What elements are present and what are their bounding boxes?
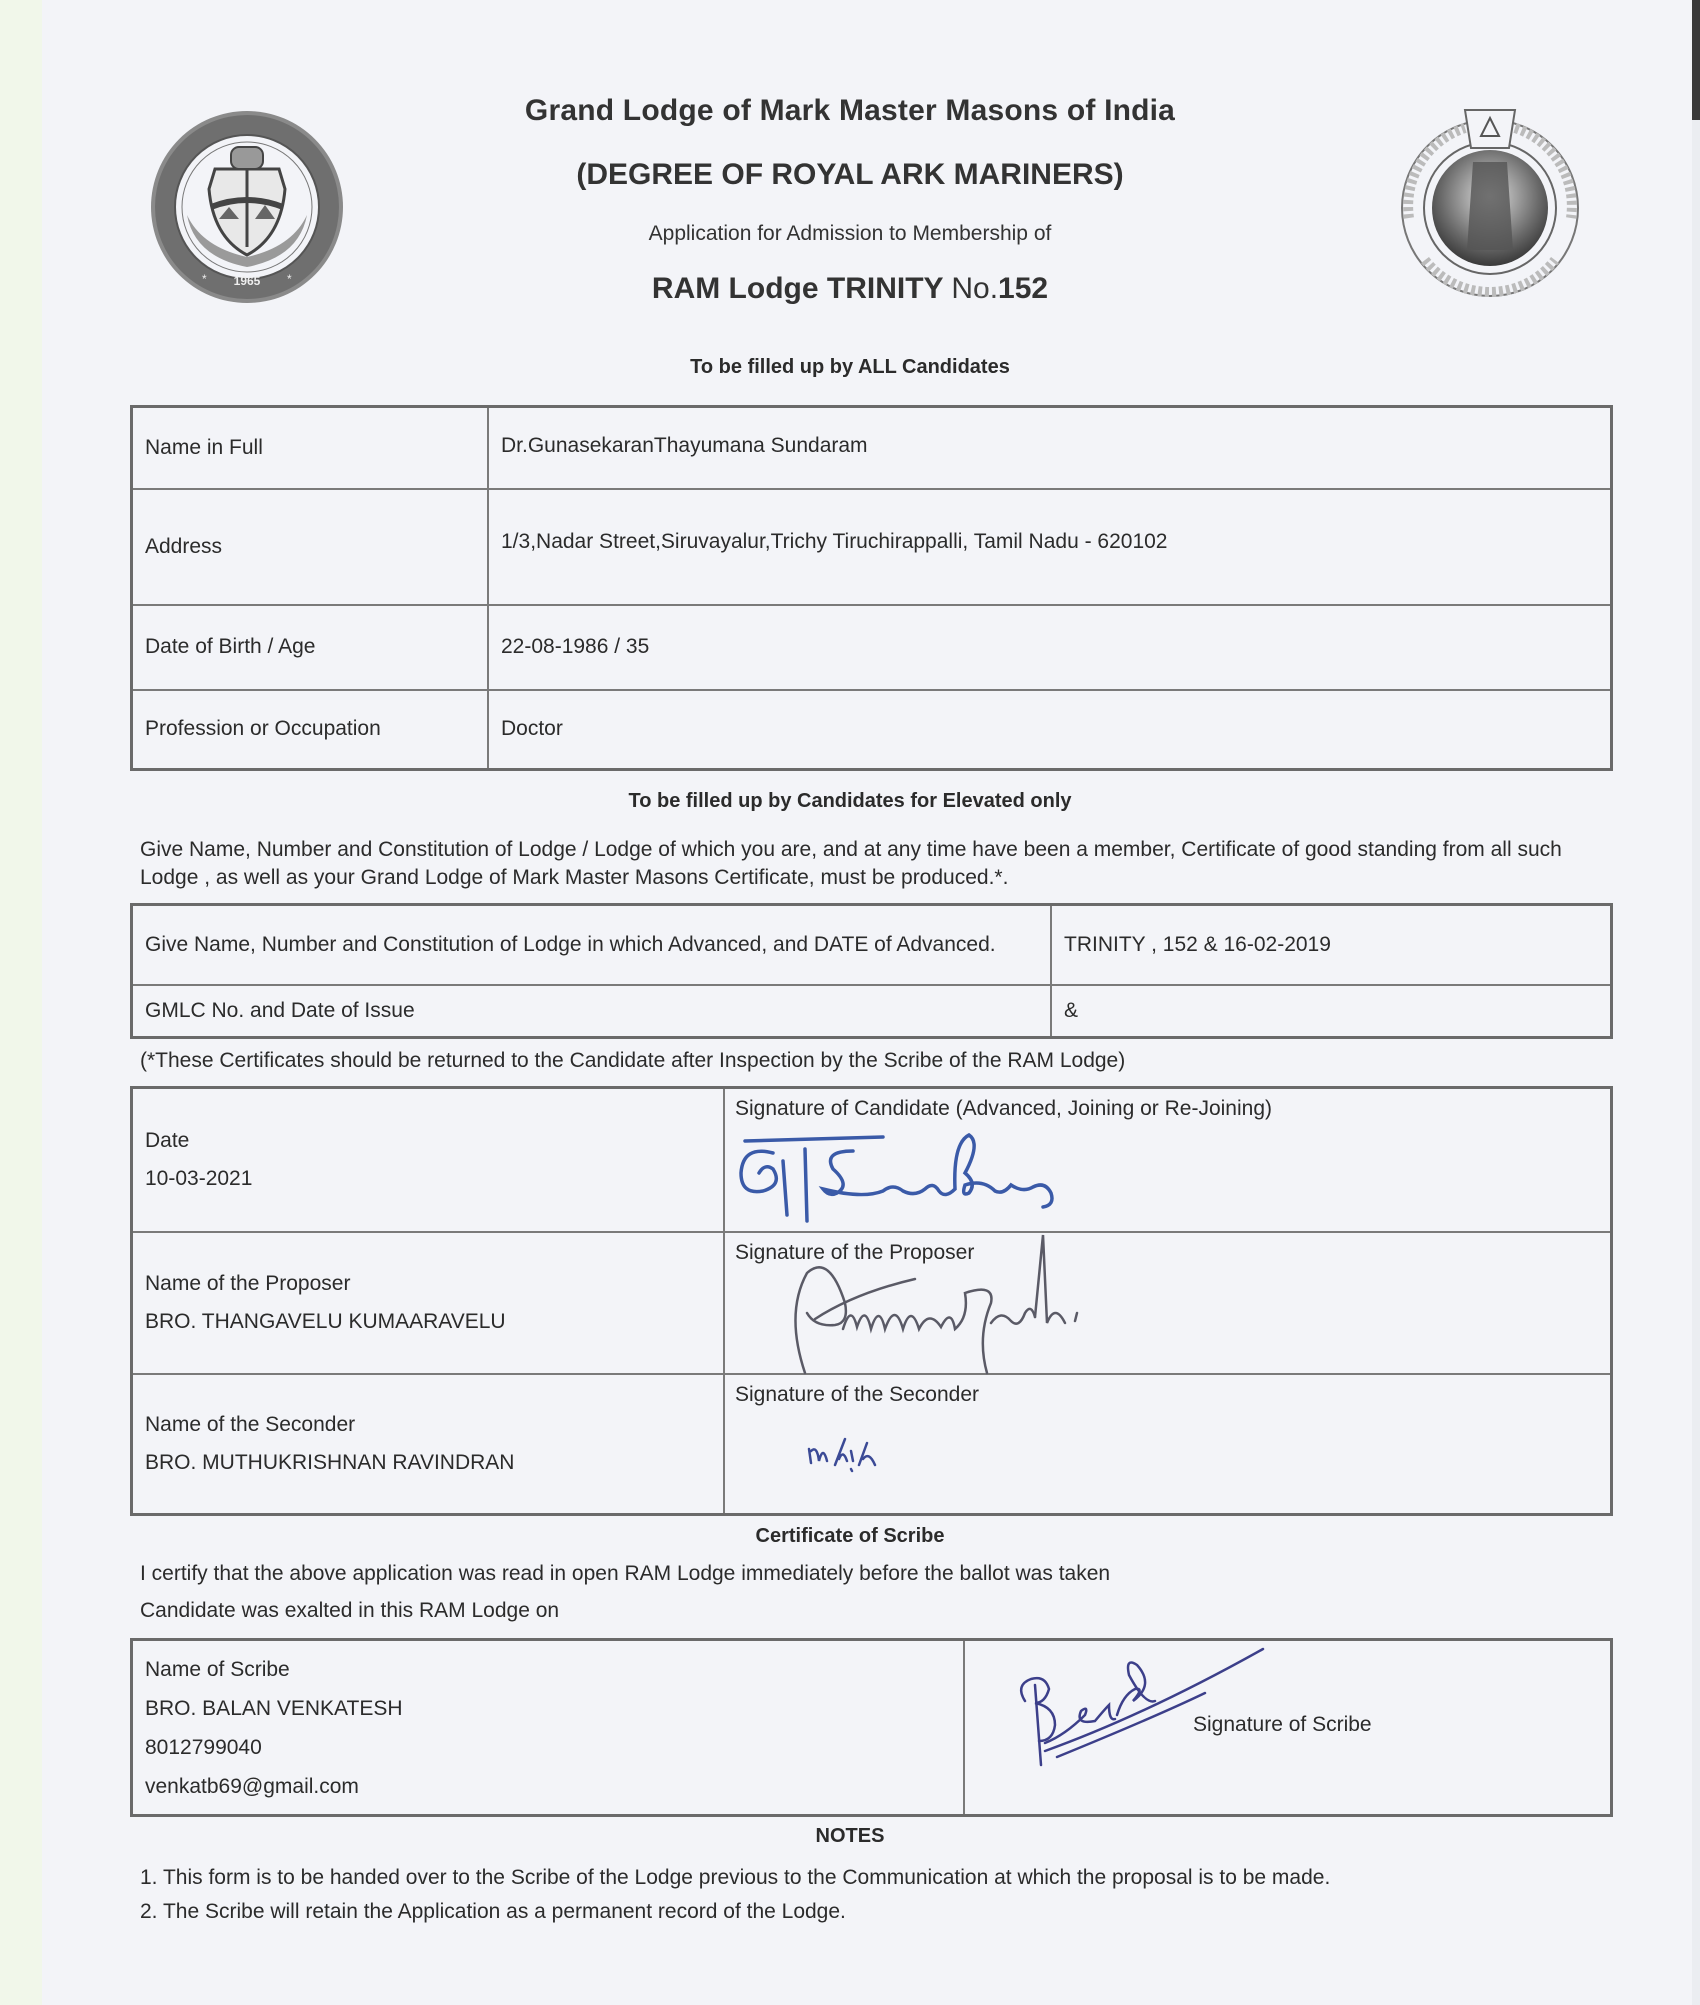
svg-text:1965: 1965 xyxy=(233,274,261,288)
signature-label: Signature of Candidate (Advanced, Joining or Re-Joining) xyxy=(735,1097,1272,1120)
certificate-footnote: (*These Certificates should be returned to the Candidate after Inspection by the Scribe of the RAM Lodge) xyxy=(140,1049,1126,1072)
date-cell xyxy=(132,1088,725,1232)
advanced-lodge-field[interactable]: TRINITY , 152 & 16-02-2019 xyxy=(1051,905,1612,985)
note-item: 1. This form is to be handed over to the Scribe of the Lodge previous to the Communication at which the proposal is to be made. xyxy=(140,1866,1331,1889)
table-row xyxy=(132,605,1612,690)
table-row xyxy=(132,1088,1612,1232)
regional-grand-mark-lodge-seal-icon xyxy=(1395,100,1585,300)
table-row xyxy=(132,905,1612,985)
lodge-no-label: No. xyxy=(951,272,999,305)
seconder-cell xyxy=(132,1374,725,1515)
dob-age-field[interactable]: 22-08-1986 / 35 xyxy=(488,605,1612,690)
scribe-name: BRO. BALAN VENKATESH xyxy=(145,1696,403,1720)
table-row xyxy=(132,985,1612,1038)
proposer-name[interactable]: BRO. THANGAVELU KUMAARAVELU xyxy=(145,1309,506,1333)
table-row xyxy=(132,1640,1612,1816)
proposer-signature-cell[interactable] xyxy=(724,1232,1612,1374)
scribe-details-cell xyxy=(132,1640,965,1816)
gmlc-field[interactable]: & xyxy=(1051,985,1612,1038)
candidate-signature-icon xyxy=(733,1133,1133,1233)
seconder-label: Name of the Seconder xyxy=(145,1412,356,1436)
table-row xyxy=(132,407,1612,489)
lodge-number: 152 xyxy=(998,272,1049,305)
notes-heading: NOTES xyxy=(815,1825,885,1847)
note-item: 2. The Scribe will retain the Application as a permanent record of the Lodge. xyxy=(140,1900,846,1923)
application-line: Application for Admission to Membership of xyxy=(648,222,1052,245)
elevated-instruction: Give Name, Number and Constitution of Lodge / Lodge of which you are, and at any time have been a member, Certificate of good standing from all such Lodge , as well as your Grand Lodge of Mark Master Masons Certificate, must be produced.*. xyxy=(140,838,1562,889)
scribe-name-label: Name of Scribe xyxy=(145,1657,290,1681)
candidate-signature-cell[interactable] xyxy=(724,1088,1612,1232)
svg-text:*: * xyxy=(202,272,207,286)
scribe-exalted-line: Candidate was exalted in this RAM Lodge on xyxy=(140,1599,560,1622)
signatures-table xyxy=(130,1086,1613,1516)
row-label: Profession or Occupation xyxy=(132,690,489,770)
scribe-signature-cell[interactable] xyxy=(964,1640,1612,1816)
address-field[interactable]: 1/3,Nadar Street,Siruvayalur,Trichy Tiruchirappalli, Tamil Nadu - 620102 xyxy=(488,489,1612,605)
name-field[interactable]: Dr.GunasekaranThayumana Sundaram xyxy=(488,407,1612,489)
all-candidates-heading: To be filled up by ALL Candidates xyxy=(690,356,1010,378)
elevated-details-table xyxy=(130,903,1613,1039)
proposer-label: Name of the Proposer xyxy=(145,1271,351,1295)
scribe-signature-label: Signature of Scribe xyxy=(1193,1713,1372,1736)
scribe-phone[interactable]: 8012799040 xyxy=(145,1735,262,1759)
candidate-details-table xyxy=(130,405,1613,771)
row-label: Name in Full xyxy=(132,407,489,489)
scribe-certify-line: I certify that the above application was read in open RAM Lodge immediately before the ballot was taken xyxy=(140,1562,1111,1585)
row-label: Address xyxy=(132,489,489,605)
row-label: Give Name, Number and Constitution of Lodge in which Advanced, and DATE of Advanced. xyxy=(132,905,1052,985)
lodge-name xyxy=(0,272,1700,306)
scribe-table xyxy=(130,1638,1613,1817)
table-row xyxy=(132,690,1612,770)
seconder-name[interactable]: BRO. MUTHUKRISHNAN RAVINDRAN xyxy=(145,1450,515,1474)
proposer-signature-icon xyxy=(785,1233,1205,1393)
degree-subtitle: (DEGREE OF ROYAL ARK MARINERS) xyxy=(576,158,1124,191)
scribe-certificate-heading: Certificate of Scribe xyxy=(755,1525,945,1547)
svg-text:*: * xyxy=(287,272,292,286)
scribe-email[interactable]: venkatb69@gmail.com xyxy=(145,1774,359,1798)
signature-label: Signature of the Seconder xyxy=(735,1382,980,1406)
seconder-signature-cell[interactable] xyxy=(724,1374,1612,1515)
date-label: Date xyxy=(145,1128,190,1152)
organization-title: Grand Lodge of Mark Master Masons of India xyxy=(524,94,1176,127)
signature-label: Signature of the Proposer xyxy=(735,1240,975,1264)
date-value[interactable]: 10-03-2021 xyxy=(145,1166,253,1190)
seconder-signature-icon xyxy=(805,1435,915,1485)
elevated-heading: To be filled up by Candidates for Elevated only xyxy=(628,790,1072,812)
lodge-prefix: RAM Lodge TRINITY xyxy=(651,272,943,305)
table-row xyxy=(132,1374,1612,1515)
proposer-cell xyxy=(132,1232,725,1374)
scribe-signature-icon xyxy=(1005,1645,1275,1775)
row-label: Date of Birth / Age xyxy=(132,605,489,690)
table-row xyxy=(132,489,1612,605)
profession-field[interactable]: Doctor xyxy=(488,690,1612,770)
table-row xyxy=(132,1232,1612,1374)
row-label: GMLC No. and Date of Issue xyxy=(132,985,1052,1038)
